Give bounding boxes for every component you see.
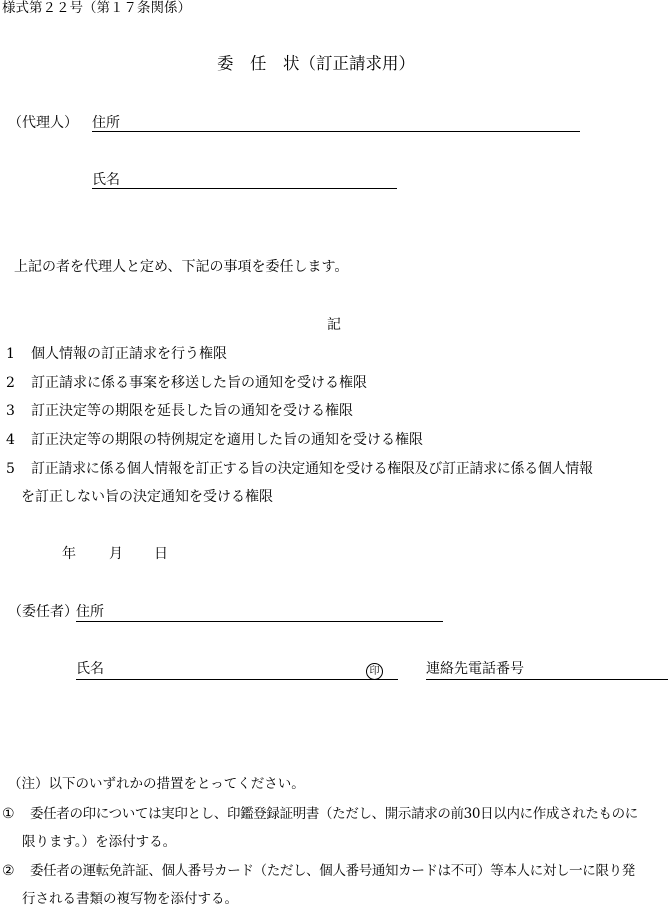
note-item-continuation: 限ります。）を添付する。 [22,834,177,850]
list-item: 訂正決定等の期限の特例規定を適用した旨の通知を受ける権限 [31,432,423,448]
principal-address-line[interactable] [76,621,443,622]
date-month: 月 [109,546,123,562]
delegation-statement: 上記の者を代理人と定め、下記の事項を委任します。 [14,259,349,275]
note-item: 委任者の運転免許証、個人番号カード（ただし、個人番号通知カードは不可）等本人に対し一に限り発 [30,863,635,879]
item-number: 2 [6,375,15,391]
form-number: 様式第２２号（第１７条関係） [2,0,191,16]
item-number: 4 [6,432,15,448]
ki-heading: 記 [327,317,341,333]
date-day: 日 [154,546,168,562]
page-title: 委 任 状（訂正請求用） [217,54,415,73]
agent-address-label: 住所 [92,115,120,131]
item-number: 5 [6,461,15,477]
date-year: 年 [62,546,76,562]
agent-address-line[interactable] [92,131,580,132]
list-item: 訂正請求に係る事案を移送した旨の通知を受ける権限 [31,375,367,391]
agent-label: （代理人） [8,115,78,131]
notes-heading: （注）以下のいずれかの措置をとってください。 [8,776,305,792]
note-mark: ① [2,806,15,822]
principal-address-label: 住所 [76,604,104,620]
note-item-continuation: 行される書類の複写物を添付する。 [22,891,238,907]
agent-name-line[interactable] [92,188,397,189]
item-number: 1 [6,346,15,362]
list-item: 個人情報の訂正請求を行う権限 [31,346,227,362]
phone-label: 連絡先電話番号 [426,661,524,677]
list-item-continuation: を訂正しない旨の決定通知を受ける権限 [21,489,273,505]
list-item: 訂正請求に係る個人情報を訂正する旨の決定通知を受ける権限及び訂正請求に係る個人情報 [31,461,593,477]
phone-line[interactable] [426,679,668,680]
principal-name-label: 氏名 [76,661,104,677]
note-mark: ② [2,863,15,879]
item-number: 3 [6,403,15,419]
list-item: 訂正決定等の期限を延長した旨の通知を受ける権限 [31,403,353,419]
principal-name-line[interactable] [76,679,398,680]
seal-mark: 印 [366,661,383,680]
note-item: 委任者の印については実印とし、印鑑登録証明書（ただし、開示請求の前30日以内に作成されたものに [30,806,638,822]
principal-label: （委任者） [8,604,78,620]
agent-name-label: 氏名 [92,172,120,188]
